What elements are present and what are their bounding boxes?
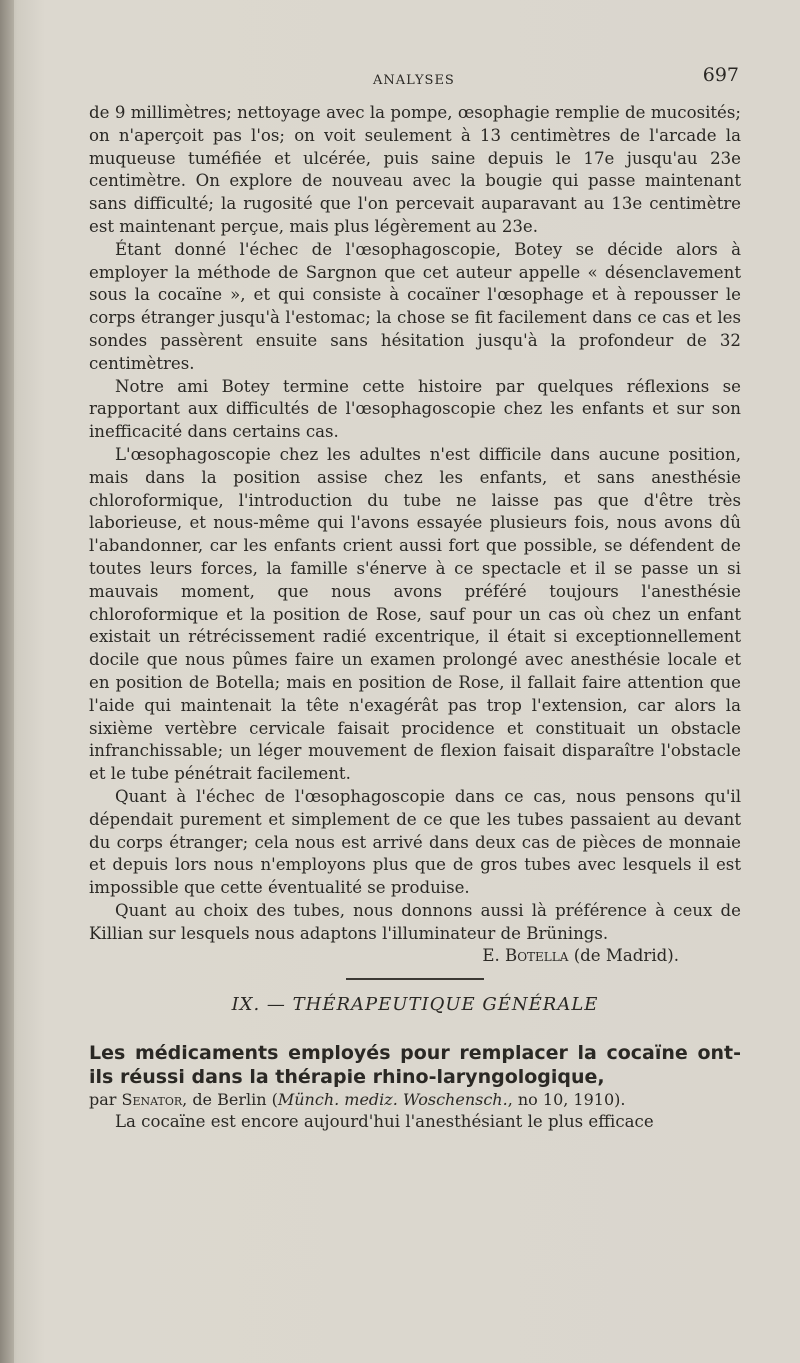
article-first-line: La cocaïne est encore aujourd'hui l'anesthésiant le plus efficace (115, 1112, 654, 1132)
byline-author: Senator (121, 1090, 183, 1110)
book-spine-shadow (0, 0, 14, 1363)
article-title: Les médicaments employés pour remplacer la cocaïne ont-ils réussi dans la thérapie rhino-laryngologique, (89, 1042, 741, 1089)
page-text-block (89, 62, 741, 1134)
signature-name: Botella (505, 946, 569, 966)
paragraph-failure-cause: Quant à l'échec de l'œsophagoscopie dans ce cas, nous pensons qu'il dépendait purement et simplement de ce que les tubes passaient au devant du corps étranger; cela nous est arrivé dans deux cas de pièces de monnaie et depuis lors nous n'employons plus que de gros tubes avec lesquels il est impossible que cette éventualité se produise. (89, 786, 741, 898)
paragraph-botey-reflections: Notre ami Botey termine cette histoire par quelques réflexions se rapportant aux difficultés de l'œsophagoscopie chez les enfants et sur son inefficacité dans certains cas. (89, 376, 741, 442)
byline-journal: Münch. mediz. Woschensch. (277, 1090, 508, 1110)
article-byline (89, 1089, 741, 1111)
paragraph-botey-decision: Étant donné l'échec de l'œsophagoscopie, Botey se décide alors à employer la méthode de Sargnon que cet auteur appelle « désenclavement sous la cocaïne », et qui consiste à cocaïner l'œsophage et à repousser le corps étranger jusqu'à l'estomac; la chose se fit facilement dans ce cas et les sondes passèrent ensuite sans hésitation jusqu'à la profondeur de 32 centimètres. (89, 239, 741, 373)
signature-initial: E. (482, 946, 500, 966)
section-divider (346, 978, 484, 980)
signature-affiliation: (de Madrid). (573, 946, 679, 966)
page-header (89, 62, 741, 92)
paragraph-children-esophagoscopy: L'œsophagoscopie chez les adultes n'est difficile dans aucune position, mais dans la position assise chez les enfants, et sans anesthésie chloroformique, l'introduction du tube ne laisse pas que d'être très laborieuse, et nous-même qui l'avons essayée plusieurs fois, nous avons dû l'abandonner, car les enfants crient aussi fort que possible, se défendent de toutes leurs forces, la famille s'énerve à ce spectacle et il se passe un si mauvais moment, que nous avons préféré toujours l'anesthésie chloroformique et la position de Rose, sauf pour un cas où chez un enfant existait un rétrécissement radié excentrique, il était si exceptionnellement docile que nous pûmes faire un examen prolongé avec anesthésie locale et en position de Botella; mais en position de Rose, il fallait faire attention que l'aide qui maintenait la tête n'exagérât pas trop l'extension, car alors la sixième vertèbre cervicale faisait procidence et constituait un obstacle infranchissable; un léger mouvement de flexion faisait disparaître l'obstacle et le tube pénétrait facilement. (89, 444, 741, 784)
section-title: IX. — THÉRAPEUTIQUE GÉNÉRALE (231, 994, 599, 1016)
byline-prefix: par (89, 1090, 117, 1110)
running-title: ANALYSES (373, 73, 455, 88)
byline-location: , de Berlin ( (182, 1090, 278, 1110)
signature (89, 945, 741, 968)
paragraph-continuation: de 9 millimètres; nettoyage avec la pompe, œsophagie remplie de mucosités; on n'aperçoit pas l'os; on voit seulement à 13 centimètres de l'arcade la muqueuse tuméfiée et ulcérée, puis saine depuis le 17e jusqu'au 23e centimètre. On explore de nouveau avec la bougie qui passe maintenant sans difficulté; la rugosité que l'on percevait auparavant au 13e centimètre est maintenant perçue, mais plus légèrement au 23e. (89, 103, 741, 236)
page-number: 697 (702, 64, 739, 86)
byline-citation: , no 10, 1910). (507, 1090, 626, 1110)
paragraph-tube-choice: Quant au choix des tubes, nous donnons aussi là préférence à ceux de Killian sur lesquels nous adaptons l'illuminateur de Brünings. (89, 900, 741, 943)
